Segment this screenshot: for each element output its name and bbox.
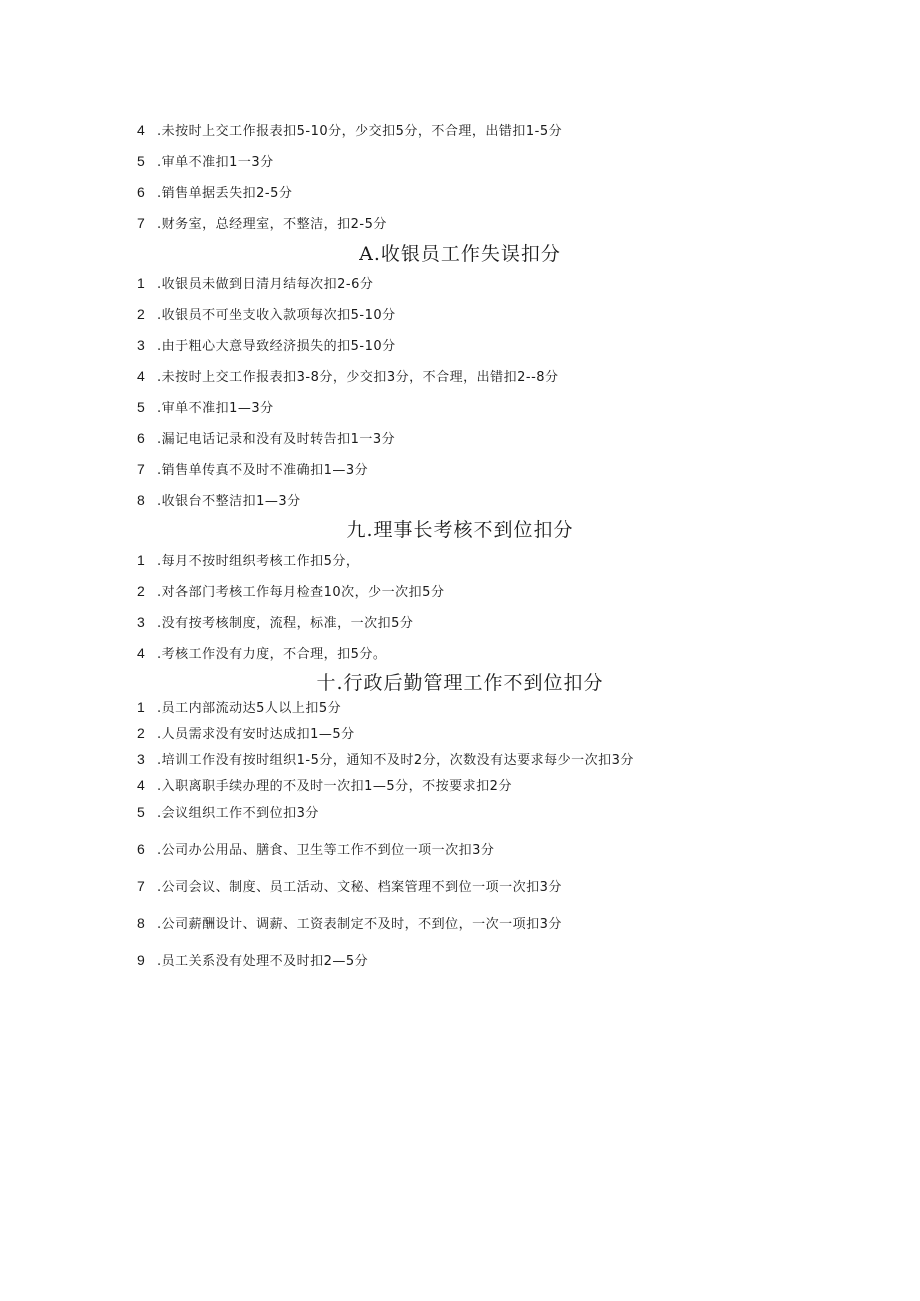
list-item (137, 214, 387, 234)
item-text: .销售单据丢失扣2-5分 (157, 186, 293, 201)
item-number: 4 (137, 645, 146, 661)
item-number: 2 (137, 306, 146, 322)
item-text: .员工内部流动达5人以上扣5分 (157, 701, 342, 716)
item-text: .收银员不可坐支收入款项每次扣5-10分 (157, 308, 396, 323)
item-text: .每月不按时组织考核工作扣5分， (157, 554, 360, 569)
list-item (137, 183, 292, 203)
item-number: 6 (137, 430, 146, 446)
item-text: .人员需求没有安时达成扣1—5分 (157, 727, 355, 742)
list-item (137, 724, 355, 744)
list-item (137, 698, 341, 718)
item-number: 5 (137, 804, 146, 820)
item-text: .销售单传真不及时不准确扣1—3分 (157, 463, 369, 478)
item-number: 7 (137, 215, 146, 231)
list-item (137, 274, 373, 294)
item-text: .培训工作没有按时组织1-5分，通知不及时2分，次数没有达要求每少一次扣3分 (157, 753, 634, 768)
list-item (137, 877, 562, 897)
list-item (137, 840, 494, 860)
item-number: 6 (137, 184, 146, 200)
item-text: .对各部门考核工作每月检查10次，少一次扣5分 (157, 585, 445, 600)
item-text: .收银员未做到日清月结每次扣2-6分 (157, 277, 374, 292)
item-number: 1 (137, 552, 146, 568)
item-text: .收银台不整洁扣1—3分 (157, 494, 301, 509)
item-text: .会议组织工作不到位扣3分 (157, 806, 319, 821)
list-item (137, 398, 274, 418)
list-item (137, 582, 444, 602)
item-number: 8 (137, 915, 146, 931)
list-item (137, 776, 512, 796)
list-item (137, 367, 559, 387)
item-number: 3 (137, 751, 146, 767)
section-heading: 九.理事长考核不到位扣分 (346, 519, 574, 541)
list-item (137, 429, 395, 449)
list-item (137, 914, 562, 934)
item-number: 9 (137, 952, 146, 968)
list-item (137, 121, 562, 141)
item-text: .财务室，总经理室，不整洁，扣2-5分 (157, 217, 387, 232)
item-number: 4 (137, 122, 146, 138)
item-number: 8 (137, 492, 146, 508)
item-text: .漏记电话记录和没有及时转告扣1一3分 (157, 432, 396, 447)
list-item (137, 491, 301, 511)
item-text: .没有按考核制度，流程，标准，一次扣5分 (157, 616, 414, 631)
list-item (137, 305, 396, 325)
item-text: .审单不准扣1—3分 (157, 401, 274, 416)
item-number: 3 (137, 614, 146, 630)
list-item (137, 152, 274, 172)
item-text: .公司会议、制度、员工活动、文秘、档案管理不到位一项一次扣3分 (157, 880, 562, 895)
item-number: 5 (137, 153, 146, 169)
section-heading: A.收银员工作失误扣分 (359, 243, 561, 265)
item-number: 4 (137, 368, 146, 384)
item-text: .由于粗心大意导致经济损失的扣5-10分 (157, 339, 396, 354)
item-text: .公司薪酬设计、调薪、工资表制定不及时，不到位，一次一项扣3分 (157, 917, 562, 932)
item-number: 6 (137, 841, 146, 857)
item-number: 5 (137, 399, 146, 415)
item-number: 2 (137, 725, 146, 741)
item-text: .考核工作没有力度，不合理，扣5分。 (157, 647, 387, 662)
item-number: 4 (137, 777, 146, 793)
item-number: 7 (137, 461, 146, 477)
item-text: .未按时上交工作报表扣5-10分，少交扣5分，不合理，出错扣1-5分 (157, 124, 563, 139)
list-item (137, 803, 319, 823)
list-item (137, 613, 413, 633)
item-text: .审单不准扣1一3分 (157, 155, 274, 170)
list-item (137, 336, 396, 356)
item-number: 1 (137, 699, 146, 715)
item-number: 1 (137, 275, 146, 291)
list-item (137, 644, 386, 664)
list-item (137, 460, 368, 480)
item-text: .公司办公用品、膳食、卫生等工作不到位一项一次扣3分 (157, 843, 495, 858)
item-text: .员工关系没有处理不及时扣2—5分 (157, 954, 369, 969)
section-heading: 十.行政后勤管理工作不到位扣分 (316, 672, 604, 694)
list-item (137, 750, 634, 770)
item-text: .入职离职手续办理的不及时一次扣1—5分，不按要求扣2分 (157, 779, 512, 794)
list-item (137, 551, 359, 571)
list-item (137, 951, 368, 971)
item-number: 7 (137, 878, 146, 894)
item-text: .未按时上交工作报表扣3-8分，少交扣3分，不合理，出错扣2--8分 (157, 370, 559, 385)
item-number: 2 (137, 583, 146, 599)
item-number: 3 (137, 337, 146, 353)
